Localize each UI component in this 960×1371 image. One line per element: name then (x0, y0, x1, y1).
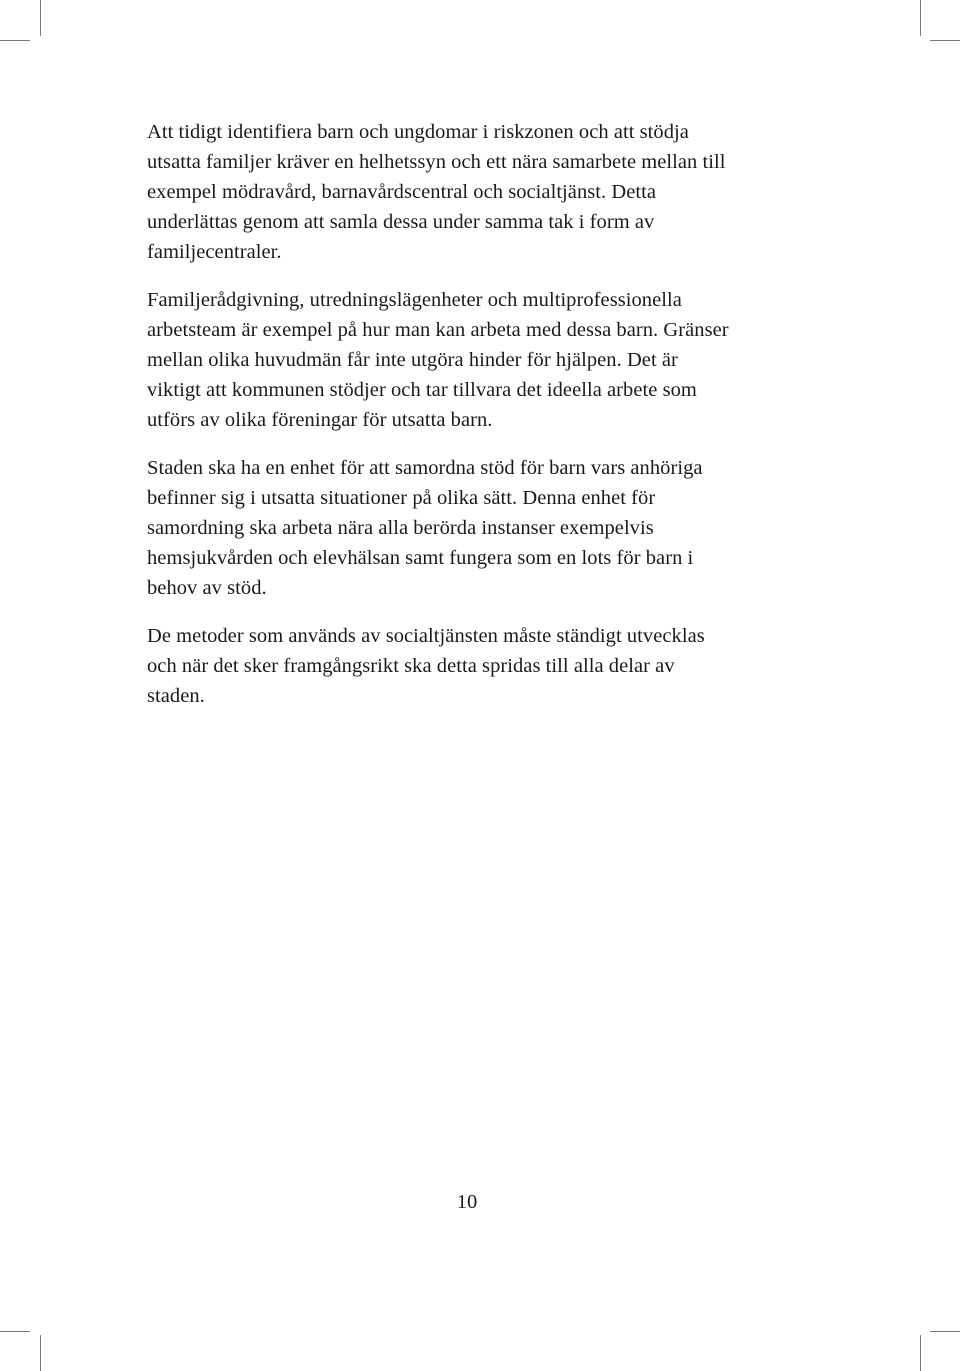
text-line: befinner sig i utsatta situationer på olika sätt. Denna enhet för (147, 487, 656, 509)
paragraph-family-counseling (147, 285, 807, 435)
text-line: utsatta familjer kräver en helhetssyn och ett nära samarbete mellan till (147, 151, 726, 173)
text-line: samordning ska arbeta nära alla berörda instanser exempelvis (147, 517, 654, 539)
text-line: Staden ska ha en enhet för att samordna stöd för barn vars anhöriga (147, 457, 703, 479)
text-line: arbetsteam är exempel på hur man kan arbeta med dessa barn. Gränser (147, 319, 729, 341)
crop-mark-top-left-vertical (40, 0, 41, 36)
text-line: utförs av olika föreningar för utsatta barn. (147, 409, 493, 431)
text-line: Att tidigt identifiera barn och ungdomar i riskzonen och att stödja (147, 121, 689, 143)
crop-mark-bottom-left-vertical (40, 1335, 41, 1371)
text-line: mellan olika huvudmän får inte utgöra hinder för hjälpen. Det är (147, 349, 678, 371)
text-line: exempel mödravård, barnavårdscentral och socialtjänst. Detta (147, 181, 657, 203)
crop-mark-bottom-left-horizontal (0, 1331, 30, 1332)
text-line: viktigt att kommunen stödjer och tar tillvara det ideella arbete som (147, 379, 697, 401)
paragraph-methods (147, 621, 807, 711)
page-number: 10 (456, 1191, 478, 1213)
crop-mark-bottom-right-vertical (920, 1335, 921, 1371)
crop-mark-top-right-vertical (920, 0, 921, 36)
text-line: behov av stöd. (147, 577, 267, 599)
text-line: De metoder som används av socialtjänsten måste ständigt utvecklas (147, 625, 705, 647)
text-line: hemsjukvården och elevhälsan samt fungera som en lots för barn i (147, 547, 694, 569)
page-body (147, 117, 807, 729)
text-line: underlättas genom att samla dessa under samma tak i form av (147, 211, 655, 233)
crop-mark-top-left-horizontal (0, 40, 30, 41)
text-line: familjecentraler. (147, 241, 282, 263)
text-line: och när det sker framgångsrikt ska detta spridas till alla delar av (147, 655, 675, 677)
paragraph-coordination-unit (147, 453, 807, 603)
paragraph-family-centers (147, 117, 807, 267)
text-line: staden. (147, 685, 205, 707)
crop-mark-bottom-right-horizontal (930, 1331, 960, 1332)
text-line: Familjerådgivning, utredningslägenheter och multiprofessionella (147, 289, 682, 311)
crop-mark-top-right-horizontal (930, 40, 960, 41)
